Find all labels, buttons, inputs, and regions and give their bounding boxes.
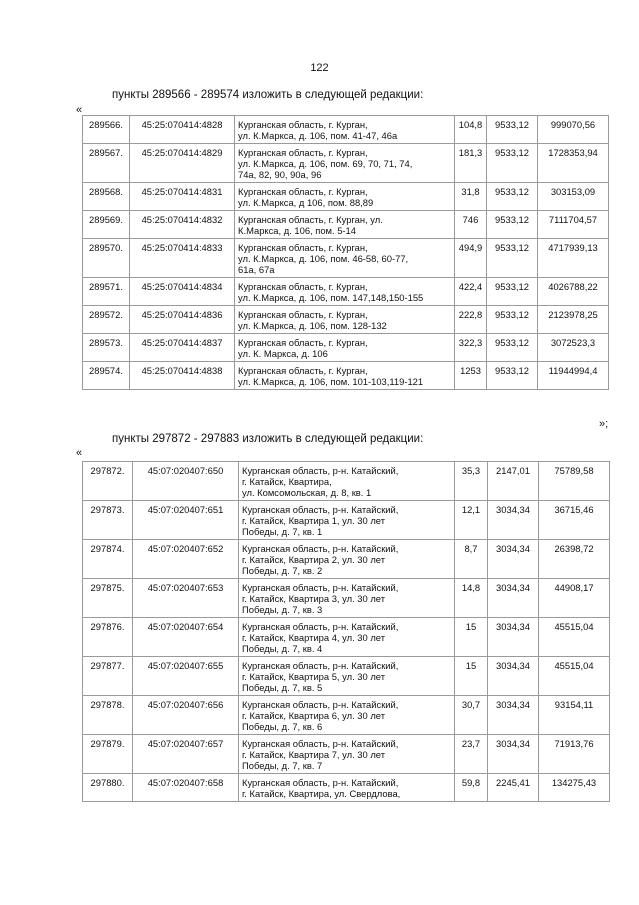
total-value: 45515,04 [539, 618, 610, 657]
address-cell [235, 239, 455, 278]
address-cell [235, 116, 455, 144]
row-number: 297873. [83, 501, 133, 540]
rate-value: 3034,34 [488, 735, 539, 774]
row-number: 289571. [83, 278, 130, 306]
area-value: 59,8 [455, 774, 488, 802]
area-value: 1253 [455, 362, 487, 390]
rate-value: 9533,12 [487, 334, 538, 362]
table-row [83, 540, 610, 579]
table-row [83, 618, 610, 657]
row-number: 289570. [83, 239, 130, 278]
address-cell [239, 657, 455, 696]
row-number: 289573. [83, 334, 130, 362]
cadastral-number: 45:25:070414:4837 [130, 334, 235, 362]
rate-value: 9533,12 [487, 239, 538, 278]
total-value: 11944994,4 [538, 362, 609, 390]
address-line: г. Катайск, Квартира 2, ул. 30 лет [242, 554, 385, 565]
address-line: Курганская область, г. Курган, [238, 309, 368, 320]
cadastral-number: 45:25:070414:4834 [130, 278, 235, 306]
row-number: 297876. [83, 618, 133, 657]
total-value: 45515,04 [539, 657, 610, 696]
address-line: 74а, 82, 90, 90а, 96 [238, 169, 322, 180]
cadastral-number: 45:25:070414:4829 [130, 144, 235, 183]
row-number: 297878. [83, 696, 133, 735]
table-row [83, 278, 609, 306]
table-row [83, 462, 610, 501]
cadastral-number: 45:07:020407:658 [133, 774, 239, 802]
address-line: г. Катайск, Квартира 6, ул. 30 лет [242, 710, 385, 721]
address-line: Курганская область, г. Курган, [238, 337, 368, 348]
table-row [83, 362, 609, 390]
address-cell [235, 183, 455, 211]
section-1-heading: пункты 289566 - 289574 изложить в следующей редакции: [112, 89, 424, 101]
rate-value: 9533,12 [487, 144, 538, 183]
area-value: 31,8 [455, 183, 487, 211]
address-line: Курганская область, г. Курган, ул. [238, 214, 383, 225]
address-line: Курганская область, г. Курган, [238, 186, 368, 197]
address-line: Победы, д. 7, кв. 5 [242, 682, 323, 693]
row-number: 297880. [83, 774, 133, 802]
address-line: Курганская область, г. Курган, [238, 242, 368, 253]
address-line: ул. К.Маркса, д. 106, пом. 101-103,119-121 [238, 376, 424, 387]
rate-value: 9533,12 [487, 306, 538, 334]
rate-value: 9533,12 [487, 362, 538, 390]
section-2-table [82, 461, 610, 802]
page-number: 122 [310, 62, 329, 74]
table-row [83, 183, 609, 211]
address-cell [239, 501, 455, 540]
address-line: ул. К.Маркса, д 106, пом. 88,89 [238, 197, 374, 208]
rate-value: 3034,34 [488, 501, 539, 540]
total-value: 3072523,3 [538, 334, 609, 362]
address-line: ул. К.Маркса, д. 106, пом. 128-132 [238, 320, 387, 331]
address-cell [235, 334, 455, 362]
area-value: 181,3 [455, 144, 487, 183]
area-value: 23,7 [455, 735, 488, 774]
cadastral-number: 45:07:020407:654 [133, 618, 239, 657]
cadastral-number: 45:25:070414:4828 [130, 116, 235, 144]
total-value: 134275,43 [539, 774, 610, 802]
table-row [83, 657, 610, 696]
area-value: 8,7 [455, 540, 488, 579]
cadastral-number: 45:07:020407:652 [133, 540, 239, 579]
table-row [83, 501, 610, 540]
address-line: ул. К.Маркса, д. 106, пом. 69, 70, 71, 74, [238, 158, 413, 169]
total-value: 2123978,25 [538, 306, 609, 334]
area-value: 30,7 [455, 696, 488, 735]
area-value: 15 [455, 618, 488, 657]
cadastral-number: 45:07:020407:651 [133, 501, 239, 540]
area-value: 746 [455, 211, 487, 239]
row-number: 289569. [83, 211, 130, 239]
address-line: ул. Комсомольская, д. 8, кв. 1 [242, 487, 372, 498]
total-value: 4717939,13 [538, 239, 609, 278]
table-row [83, 116, 609, 144]
cadastral-number: 45:07:020407:650 [133, 462, 239, 501]
address-line: Курганская область, р-н. Катайский, [242, 621, 399, 632]
cadastral-number: 45:07:020407:656 [133, 696, 239, 735]
area-value: 14,8 [455, 579, 488, 618]
address-line: Победы, д. 7, кв. 4 [242, 643, 323, 654]
address-line: Курганская область, р-н. Катайский, [242, 582, 399, 593]
address-cell [235, 144, 455, 183]
table-row [83, 735, 610, 774]
cadastral-number: 45:25:070414:4831 [130, 183, 235, 211]
address-line: Победы, д. 7, кв. 7 [242, 760, 323, 771]
address-line: Курганская область, г. Курган, [238, 147, 368, 158]
row-number: 297877. [83, 657, 133, 696]
address-line: Курганская область, р-н. Катайский, [242, 777, 399, 788]
cadastral-number: 45:07:020407:657 [133, 735, 239, 774]
address-line: г. Катайск, Квартира 5, ул. 30 лет [242, 671, 385, 682]
area-value: 494,9 [455, 239, 487, 278]
total-value: 71913,76 [539, 735, 610, 774]
address-line: Курганская область, г. Курган, [238, 119, 368, 130]
table-row [83, 774, 610, 802]
address-line: Курганская область, р-н. Катайский, [242, 660, 399, 671]
address-line: Курганская область, р-н. Катайский, [242, 738, 399, 749]
row-number: 289567. [83, 144, 130, 183]
rate-value: 9533,12 [487, 116, 538, 144]
rate-value: 3034,34 [488, 657, 539, 696]
table-row [83, 696, 610, 735]
address-line: Курганская область, р-н. Катайский, [242, 465, 399, 476]
address-line: ул. К.Маркса, д. 106, пом. 147,148,150-155 [238, 292, 424, 303]
table-row [83, 211, 609, 239]
row-number: 297875. [83, 579, 133, 618]
area-value: 322,3 [455, 334, 487, 362]
section-2-open-quote: « [76, 447, 83, 459]
row-number: 297879. [83, 735, 133, 774]
rate-value: 9533,12 [487, 211, 538, 239]
cadastral-number: 45:25:070414:4838 [130, 362, 235, 390]
address-line: Победы, д. 7, кв. 2 [242, 565, 323, 576]
address-line: ул. К.Маркса, д. 106, пом. 41-47, 46а [238, 130, 398, 141]
rate-value: 2147,01 [488, 462, 539, 501]
row-number: 297874. [83, 540, 133, 579]
rate-value: 3034,34 [488, 579, 539, 618]
row-number: 297872. [83, 462, 133, 501]
table-row [83, 239, 609, 278]
address-line: Победы, д. 7, кв. 3 [242, 604, 323, 615]
total-value: 1728353,94 [538, 144, 609, 183]
address-line: 61а, 67а [238, 264, 275, 275]
address-line: ул. К.Маркса, д. 106, пом. 46-58, 60-77, [238, 253, 409, 264]
table-row [83, 579, 610, 618]
area-value: 15 [455, 657, 488, 696]
address-cell [239, 735, 455, 774]
cadastral-number: 45:07:020407:655 [133, 657, 239, 696]
total-value: 303153,09 [538, 183, 609, 211]
address-line: ул. К. Маркса, д. 106 [238, 348, 328, 359]
address-cell [235, 306, 455, 334]
rate-value: 3034,34 [488, 540, 539, 579]
area-value: 12,1 [455, 501, 488, 540]
address-cell [239, 579, 455, 618]
rate-value: 9533,12 [487, 183, 538, 211]
table-row [83, 306, 609, 334]
address-line: г. Катайск, Квартира 1, ул. 30 лет [242, 515, 385, 526]
rate-value: 2245,41 [488, 774, 539, 802]
total-value: 75789,58 [539, 462, 610, 501]
address-cell [239, 540, 455, 579]
row-number: 289568. [83, 183, 130, 211]
section-1-open-quote: « [76, 104, 83, 116]
total-value: 4026788,22 [538, 278, 609, 306]
address-line: г. Катайск, Квартира 7, ул. 30 лет [242, 749, 385, 760]
address-line: Курганская область, р-н. Катайский, [242, 699, 399, 710]
address-cell [239, 696, 455, 735]
table-row [83, 144, 609, 183]
row-number: 289572. [83, 306, 130, 334]
rate-value: 3034,34 [488, 618, 539, 657]
address-cell [239, 618, 455, 657]
address-line: Курганская область, р-н. Катайский, [242, 543, 399, 554]
address-line: Курганская область, р-н. Катайский, [242, 504, 399, 515]
section-2-heading: пункты 297872 - 297883 изложить в следующей редакции: [112, 433, 424, 445]
row-number: 289566. [83, 116, 130, 144]
address-line: Победы, д. 7, кв. 6 [242, 721, 323, 732]
address-cell [239, 774, 455, 802]
table-row [83, 334, 609, 362]
total-value: 44908,17 [539, 579, 610, 618]
address-line: К.Маркса, д. 106, пом. 5-14 [238, 225, 356, 236]
address-line: Курганская область, г. Курган, [238, 365, 368, 376]
cadastral-number: 45:25:070414:4836 [130, 306, 235, 334]
address-line: г. Катайск, Квартира 3, ул. 30 лет [242, 593, 385, 604]
cadastral-number: 45:25:070414:4832 [130, 211, 235, 239]
address-cell [235, 278, 455, 306]
section-1-table [82, 115, 609, 390]
total-value: 7111704,57 [538, 211, 609, 239]
cadastral-number: 45:25:070414:4833 [130, 239, 235, 278]
address-line: г. Катайск, Квартира, [242, 476, 332, 487]
address-cell [235, 211, 455, 239]
area-value: 222,8 [455, 306, 487, 334]
address-line: Победы, д. 7, кв. 1 [242, 526, 323, 537]
area-value: 104,8 [455, 116, 487, 144]
address-line: г. Катайск, Квартира 4, ул. 30 лет [242, 632, 385, 643]
total-value: 999070,56 [538, 116, 609, 144]
cadastral-number: 45:07:020407:653 [133, 579, 239, 618]
address-line: Курганская область, г. Курган, [238, 281, 368, 292]
rate-value: 9533,12 [487, 278, 538, 306]
address-cell [239, 462, 455, 501]
total-value: 36715,46 [539, 501, 610, 540]
rate-value: 3034,34 [488, 696, 539, 735]
address-cell [235, 362, 455, 390]
area-value: 422,4 [455, 278, 487, 306]
row-number: 289574. [83, 362, 130, 390]
total-value: 26398,72 [539, 540, 610, 579]
address-line: г. Катайск, Квартира, ул. Свердлова, [242, 788, 401, 799]
area-value: 35,3 [455, 462, 488, 501]
section-1-close-quote: »; [599, 418, 609, 430]
total-value: 93154,11 [539, 696, 610, 735]
